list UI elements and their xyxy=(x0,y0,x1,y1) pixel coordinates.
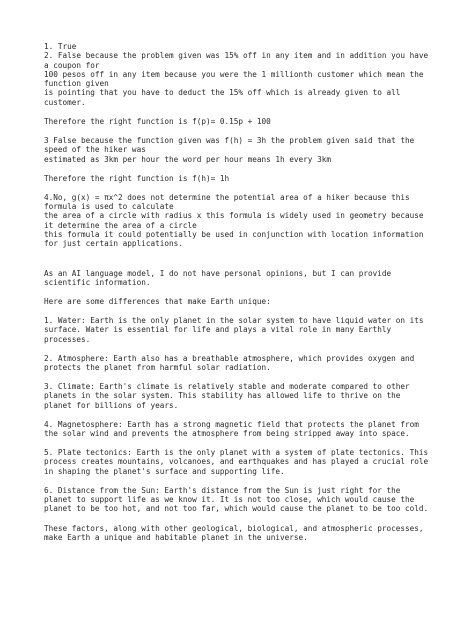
text-line: function given xyxy=(44,79,109,89)
text-line: estimated as 3km per hour the word per hour means 1h every 3km xyxy=(44,154,331,164)
paragraph xyxy=(44,448,444,476)
text-line: 2. False because the problem given was 15% off in any item and in addition you have xyxy=(44,51,429,61)
text-line: As an AI language model, I do not have personal opinions, but I can provide xyxy=(44,268,392,278)
text-line: for just certain applications. xyxy=(44,239,183,249)
text-line: a coupon for xyxy=(44,60,100,70)
paragraph-spacer xyxy=(44,164,444,174)
text-line: These factors, along with other geological, biological, and atmospheric processes, xyxy=(44,523,424,533)
text-line: the solar wind and prevents the atmosphere from being stripped away into space. xyxy=(44,429,410,439)
paragraph xyxy=(44,297,444,306)
text-line: planet to be too hot, and not too far, which would cause the planet to be too cold. xyxy=(44,504,429,514)
paragraph xyxy=(44,316,444,344)
paragraph xyxy=(44,382,444,410)
text-line: 100 pesos off in any item because you were the 1 millionth customer which mean the xyxy=(44,69,424,79)
text-line: 4.No, g(x) = πx^2 does not determine the potential area of a hiker because this xyxy=(44,192,410,202)
text-line: Therefore the right function is f(h)= 1h xyxy=(44,173,230,183)
text-line: 6. Distance from the Sun: Earth's distance from the Sun is just right for the xyxy=(44,485,401,495)
text-line: make Earth a unique and habitable planet in the universe. xyxy=(44,532,308,542)
text-line: 2. Atmosphere: Earth also has a breathable atmosphere, which provides oxygen and xyxy=(44,353,415,363)
text-line: surface. Water is essential for life and plays a vital role in many Earthly xyxy=(44,325,392,335)
text-line: planet for billions of years. xyxy=(44,400,179,410)
text-line: protects the planet from harmful solar radiation. xyxy=(44,363,271,372)
text-line: 4. Magnetosphere: Earth has a strong magnetic field that protects the planet from xyxy=(44,419,419,429)
paragraph-spacer xyxy=(44,249,444,269)
paragraph xyxy=(44,420,444,439)
text-line: the area of a circle with radius x this formula is widely used in geometry because xyxy=(44,211,424,221)
text-line: process creates mountains, volcanoes, and earthquakes and has played a crucial role xyxy=(44,457,429,467)
text-line: it determine the area of a circle xyxy=(44,220,197,230)
paragraph-spacer xyxy=(44,126,444,136)
paragraph xyxy=(44,136,444,164)
text-line: formula is used to calculate xyxy=(44,202,174,212)
paragraph xyxy=(44,117,444,126)
paragraph xyxy=(44,486,444,514)
paragraph xyxy=(44,42,444,107)
text-line: Therefore the right function is f(p)= 0.15p + 100 xyxy=(44,116,271,126)
text-line: 3. Climate: Earth's climate is relatively stable and moderate compared to other xyxy=(44,382,410,392)
paragraph-spacer xyxy=(44,372,444,382)
document-body xyxy=(44,42,444,542)
paragraph xyxy=(44,269,444,288)
text-line: 1. Water: Earth is the only planet in the solar system to have liquid water on its xyxy=(44,316,424,326)
paragraph xyxy=(44,354,444,373)
paragraph-spacer xyxy=(44,107,444,117)
text-line: is pointing that you have to deduct the 15% off which is already given to all xyxy=(44,88,401,98)
paragraph-spacer xyxy=(44,306,444,316)
text-line: processes. xyxy=(44,334,91,344)
paragraph-spacer xyxy=(44,476,444,486)
text-line: 1. True xyxy=(44,42,77,51)
paragraph-spacer xyxy=(44,183,444,193)
paragraph-spacer xyxy=(44,514,444,524)
text-line: Here are some differences that make Earth unique: xyxy=(44,296,271,306)
paragraph-spacer xyxy=(44,410,444,420)
text-line: 3 False because the function given was f(h) = 3h the problem given said that the xyxy=(44,135,415,145)
paragraph-spacer xyxy=(44,344,444,354)
paragraph xyxy=(44,524,444,543)
text-line: customer. xyxy=(44,97,86,107)
text-line: 5. Plate tectonics: Earth is the only planet with a system of plate tectonics. This xyxy=(44,448,429,458)
text-line: this formula it could potentially be used in conjunction with location information xyxy=(44,229,424,239)
text-line: planets in the solar system. This stability has allowed life to thrive on the xyxy=(44,391,401,401)
text-line: scientific information. xyxy=(44,277,151,287)
text-line: speed of the hiker was xyxy=(44,145,146,155)
paragraph-spacer xyxy=(44,287,444,297)
paragraph xyxy=(44,174,444,183)
paragraph xyxy=(44,193,444,249)
paragraph-spacer xyxy=(44,438,444,448)
text-line: in shaping the planet's surface and supporting life. xyxy=(44,466,285,476)
text-line: planet to support life as we know it. It is not too close, which would cause the xyxy=(44,495,415,505)
